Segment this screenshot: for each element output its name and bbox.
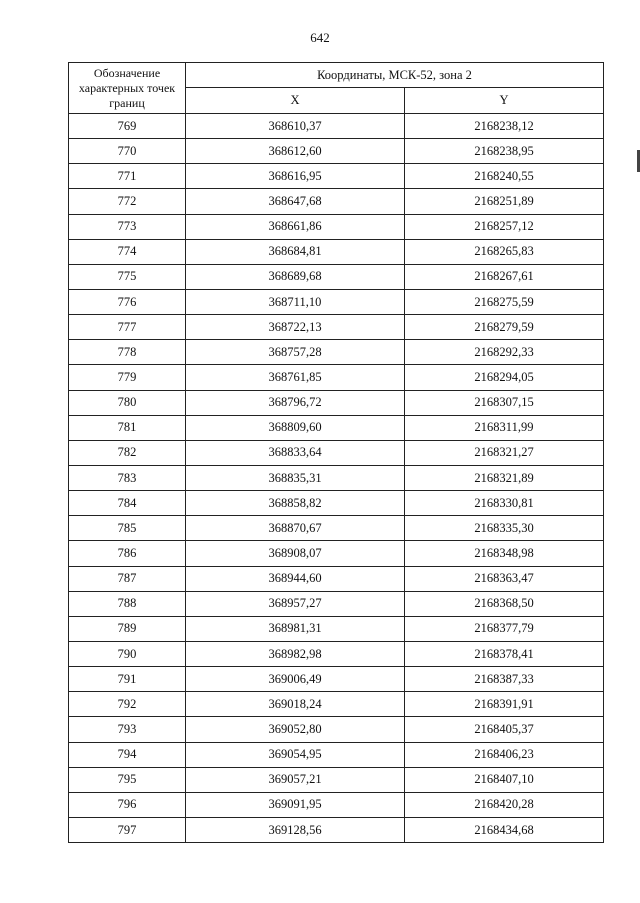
y-coordinate-cell: 2168377,79: [405, 616, 604, 641]
y-coordinate-cell: 2168406,23: [405, 742, 604, 767]
table-header: [69, 63, 604, 114]
x-coordinate-cell: 368796,72: [186, 390, 405, 415]
table-row: [69, 566, 604, 591]
x-coordinate-cell: 368858,82: [186, 491, 405, 516]
x-coordinate-cell: 368957,27: [186, 591, 405, 616]
table-row: [69, 264, 604, 289]
x-coordinate-cell: 368809,60: [186, 415, 405, 440]
point-id-cell: 787: [69, 566, 186, 591]
table-row: [69, 214, 604, 239]
table-body: [69, 114, 604, 843]
point-id-cell: 790: [69, 641, 186, 666]
point-id-cell: 784: [69, 491, 186, 516]
x-coordinate-cell: 368835,31: [186, 465, 405, 490]
table-row: [69, 390, 604, 415]
x-coordinate-cell: 368982,98: [186, 641, 405, 666]
y-coordinate-cell: 2168387,33: [405, 667, 604, 692]
y-coordinate-cell: 2168279,59: [405, 315, 604, 340]
x-coordinate-cell: 368647,68: [186, 189, 405, 214]
y-coordinate-cell: 2168420,28: [405, 792, 604, 817]
x-coordinate-cell: 368684,81: [186, 239, 405, 264]
y-coordinate-cell: 2168321,89: [405, 465, 604, 490]
table-row: [69, 164, 604, 189]
point-id-cell: 778: [69, 340, 186, 365]
point-id-cell: 796: [69, 792, 186, 817]
table-row: [69, 239, 604, 264]
y-coordinate-cell: 2168407,10: [405, 767, 604, 792]
x-coordinate-cell: 369018,24: [186, 692, 405, 717]
y-coordinate-cell: 2168311,99: [405, 415, 604, 440]
point-id-cell: 770: [69, 139, 186, 164]
y-column-header: Y: [405, 88, 604, 114]
point-id-cell: 775: [69, 264, 186, 289]
x-coordinate-cell: 368711,10: [186, 289, 405, 314]
table-row: [69, 742, 604, 767]
y-coordinate-cell: 2168238,95: [405, 139, 604, 164]
table-row: [69, 792, 604, 817]
table-row: [69, 114, 604, 139]
table-row: [69, 767, 604, 792]
x-coordinate-cell: 368944,60: [186, 566, 405, 591]
point-id-cell: 776: [69, 289, 186, 314]
x-coordinate-cell: 369091,95: [186, 792, 405, 817]
y-coordinate-cell: 2168348,98: [405, 541, 604, 566]
y-coordinate-cell: 2168240,55: [405, 164, 604, 189]
y-coordinate-cell: 2168238,12: [405, 114, 604, 139]
x-coordinate-cell: 368757,28: [186, 340, 405, 365]
point-id-cell: 772: [69, 189, 186, 214]
x-coordinate-cell: 368722,13: [186, 315, 405, 340]
y-coordinate-cell: 2168307,15: [405, 390, 604, 415]
table-row: [69, 415, 604, 440]
point-id-cell: 792: [69, 692, 186, 717]
y-coordinate-cell: 2168265,83: [405, 239, 604, 264]
table-row: [69, 667, 604, 692]
table-row: [69, 289, 604, 314]
x-coordinate-cell: 368689,68: [186, 264, 405, 289]
x-coordinate-cell: 368661,86: [186, 214, 405, 239]
point-id-cell: 797: [69, 817, 186, 842]
point-id-cell: 771: [69, 164, 186, 189]
x-coordinate-cell: 369052,80: [186, 717, 405, 742]
x-coordinate-cell: 368981,31: [186, 616, 405, 641]
x-coordinate-cell: 368833,64: [186, 440, 405, 465]
y-coordinate-cell: 2168363,47: [405, 566, 604, 591]
x-column-header: X: [186, 88, 405, 114]
point-id-cell: 783: [69, 465, 186, 490]
y-coordinate-cell: 2168275,59: [405, 289, 604, 314]
y-coordinate-cell: 2168434,68: [405, 817, 604, 842]
y-coordinate-cell: 2168294,05: [405, 365, 604, 390]
x-coordinate-cell: 368908,07: [186, 541, 405, 566]
table-row: [69, 591, 604, 616]
y-coordinate-cell: 2168335,30: [405, 516, 604, 541]
table-row: [69, 440, 604, 465]
point-id-cell: 773: [69, 214, 186, 239]
coordinates-group-header: Координаты, МСК-52, зона 2: [186, 63, 604, 88]
point-id-cell: 769: [69, 114, 186, 139]
table-row: [69, 139, 604, 164]
point-id-cell: 779: [69, 365, 186, 390]
y-coordinate-cell: 2168368,50: [405, 591, 604, 616]
point-id-cell: 781: [69, 415, 186, 440]
table-row: [69, 189, 604, 214]
table-row: [69, 465, 604, 490]
y-coordinate-cell: 2168321,27: [405, 440, 604, 465]
point-id-cell: 789: [69, 616, 186, 641]
y-coordinate-cell: 2168292,33: [405, 340, 604, 365]
x-coordinate-cell: 368616,95: [186, 164, 405, 189]
point-id-cell: 785: [69, 516, 186, 541]
table-row: [69, 641, 604, 666]
x-coordinate-cell: 368610,37: [186, 114, 405, 139]
x-coordinate-cell: 368870,67: [186, 516, 405, 541]
x-coordinate-cell: 369057,21: [186, 767, 405, 792]
point-id-cell: 777: [69, 315, 186, 340]
table-row: [69, 541, 604, 566]
y-coordinate-cell: 2168257,12: [405, 214, 604, 239]
table-row: [69, 616, 604, 641]
point-id-cell: 786: [69, 541, 186, 566]
x-coordinate-cell: 369054,95: [186, 742, 405, 767]
point-id-cell: 774: [69, 239, 186, 264]
table-row: [69, 315, 604, 340]
point-id-cell: 795: [69, 767, 186, 792]
table-row: [69, 717, 604, 742]
point-id-cell: 793: [69, 717, 186, 742]
point-id-cell: 780: [69, 390, 186, 415]
point-id-cell: 782: [69, 440, 186, 465]
x-coordinate-cell: 369128,56: [186, 817, 405, 842]
table-row: [69, 365, 604, 390]
point-id-cell: 791: [69, 667, 186, 692]
point-label-header: Обозначение характерных точек границ: [69, 63, 186, 114]
y-coordinate-cell: 2168267,61: [405, 264, 604, 289]
point-id-cell: 794: [69, 742, 186, 767]
y-coordinate-cell: 2168378,41: [405, 641, 604, 666]
x-coordinate-cell: 368612,60: [186, 139, 405, 164]
table-row: [69, 692, 604, 717]
x-coordinate-cell: 368761,85: [186, 365, 405, 390]
point-id-cell: 788: [69, 591, 186, 616]
table-row: [69, 516, 604, 541]
y-coordinate-cell: 2168251,89: [405, 189, 604, 214]
coordinates-table: [68, 62, 604, 843]
y-coordinate-cell: 2168330,81: [405, 491, 604, 516]
y-coordinate-cell: 2168391,91: [405, 692, 604, 717]
table-row: [69, 817, 604, 842]
table-row: [69, 340, 604, 365]
table-row: [69, 491, 604, 516]
y-coordinate-cell: 2168405,37: [405, 717, 604, 742]
x-coordinate-cell: 369006,49: [186, 667, 405, 692]
page-number: 642: [310, 30, 330, 45]
